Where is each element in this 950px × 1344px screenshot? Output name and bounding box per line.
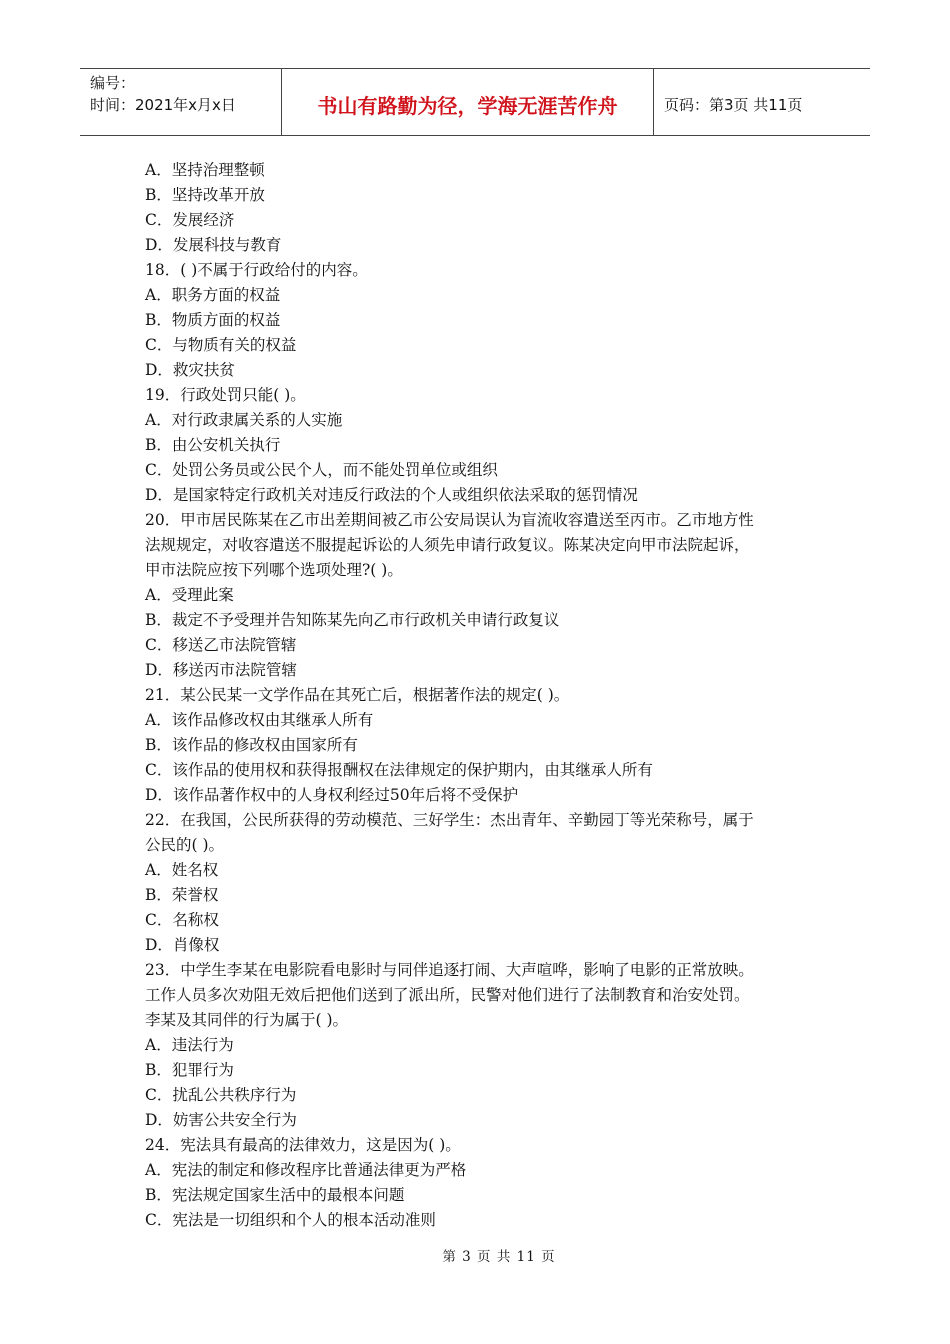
page-header xyxy=(80,68,870,136)
text-line: A．姓名权 xyxy=(145,861,219,879)
text-line: A．受理此案 xyxy=(145,586,234,604)
text-line: 21．某公民某一文学作品在其死亡后，根据著作法的规定( )。 xyxy=(145,686,570,704)
text-line: C．移送乙市法院管辖 xyxy=(145,636,297,654)
text-line: B．物质方面的权益 xyxy=(145,311,281,329)
header-page-info: 页码：第3页 共11页 xyxy=(664,95,803,114)
question-body xyxy=(145,158,815,1233)
text-line: D．是国家特定行政机关对违反行政法的个人或组织依法采取的惩罚情况 xyxy=(145,486,638,504)
text-line: B．该作品的修改权由国家所有 xyxy=(145,736,358,754)
text-line: C．扰乱公共秩序行为 xyxy=(145,1086,297,1104)
text-line: C．宪法是一切组织和个人的根本活动准则 xyxy=(145,1211,436,1229)
text-line: C．处罚公务员或公民个人，而不能处罚单位或组织 xyxy=(145,461,498,479)
document-number-label: 编号： xyxy=(90,74,136,92)
text-line: D．妨害公共安全行为 xyxy=(145,1111,297,1129)
text-line: A．对行政隶属关系的人实施 xyxy=(145,411,343,429)
page-footer: 第 3 页 共 11 页 xyxy=(442,1249,556,1265)
text-line: 公民的( )。 xyxy=(145,836,225,854)
text-line: 18．( )不属于行政给付的内容。 xyxy=(145,261,368,279)
text-line: D．肖像权 xyxy=(145,936,220,954)
text-line: B．犯罪行为 xyxy=(145,1061,234,1079)
text-line: A．违法行为 xyxy=(145,1036,234,1054)
text-line: A．坚持治理整顿 xyxy=(145,161,265,179)
text-line: B．由公安机关执行 xyxy=(145,436,281,454)
text-line: 李某及其同伴的行为属于( )。 xyxy=(145,1011,349,1029)
text-line: B．荣誉权 xyxy=(145,886,219,904)
text-line: A．该作品修改权由其继承人所有 xyxy=(145,711,374,729)
text-line: 24．宪法具有最高的法律效力，这是因为( )。 xyxy=(145,1136,461,1154)
text-line: 甲市法院应按下列哪个选项处理?( )。 xyxy=(145,561,403,579)
text-line: B．裁定不予受理并告知陈某先向乙市行政机关申请行政复议 xyxy=(145,611,560,629)
text-line: D．移送丙市法院管辖 xyxy=(145,661,297,679)
text-line: 22．在我国，公民所获得的劳动模范、三好学生：杰出青年、辛勤园丁等光荣称号，属于 xyxy=(145,811,754,829)
text-line: C．发展经济 xyxy=(145,211,235,229)
header-motto: 书山有路勤为径，学海无涯苦作舟 xyxy=(282,69,654,135)
document-time: 时间：2021年x月x日 xyxy=(90,96,236,114)
text-line: B．坚持改革开放 xyxy=(145,186,265,204)
header-meta xyxy=(80,69,282,135)
text-line: A．宪法的制定和修改程序比普通法律更为严格 xyxy=(145,1161,467,1179)
text-line: 19．行政处罚只能( )。 xyxy=(145,386,306,404)
text-line: 工作人员多次劝阻无效后把他们送到了派出所，民警对他们进行了法制教育和治安处罚。 xyxy=(145,986,750,1004)
text-line: C．与物质有关的权益 xyxy=(145,336,297,354)
text-line: C．名称权 xyxy=(145,911,219,929)
text-line: D．发展科技与教育 xyxy=(145,236,282,254)
text-line: 20．甲市居民陈某在乙市出差期间被乙市公安局误认为盲流收容遣送至丙市。乙市地方性 xyxy=(145,511,754,529)
text-line: C．该作品的使用权和获得报酬权在法律规定的保护期内，由其继承人所有 xyxy=(145,761,653,779)
text-line: B．宪法规定国家生活中的最根本问题 xyxy=(145,1186,405,1204)
text-line: A．职务方面的权益 xyxy=(145,286,281,304)
text-line: 23．中学生李某在电影院看电影时与同伴追逐打闹、大声喧哗，影响了电影的正常放映。 xyxy=(145,961,754,979)
text-line: D．该作品著作权中的人身权利经过50年后将不受保护 xyxy=(145,786,519,804)
text-line: D．救灾扶贫 xyxy=(145,361,235,379)
text-line: 法规规定，对收容遣送不服提起诉讼的人须先申请行政复议。陈某决定向甲市法院起诉， xyxy=(145,536,750,554)
